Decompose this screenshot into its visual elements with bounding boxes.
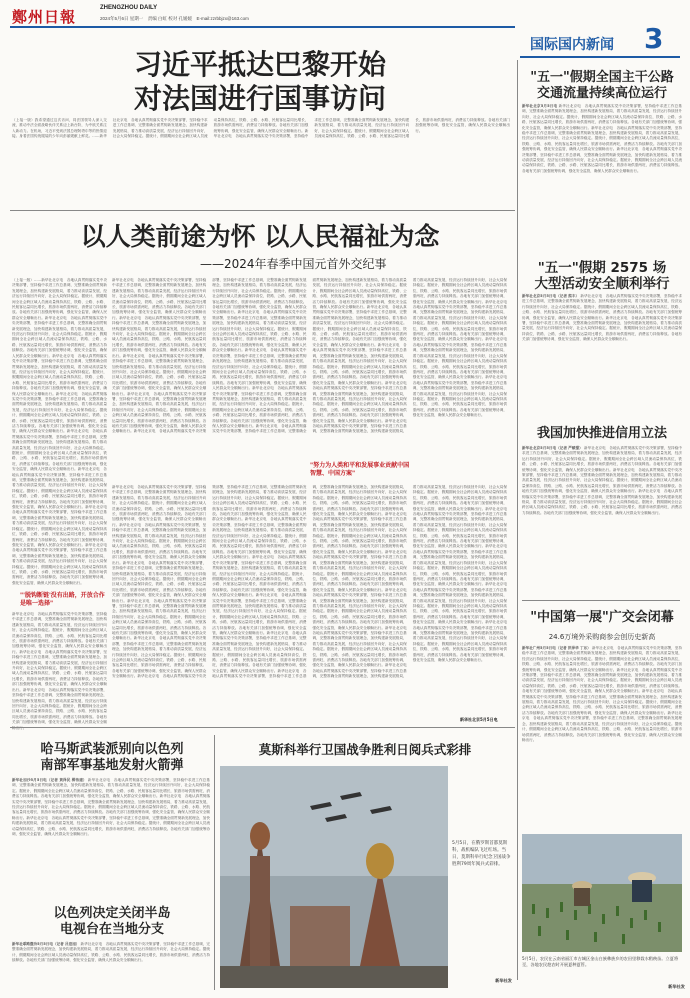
lead-divider bbox=[10, 210, 515, 211]
filler-text: 新华社北京电 各地认真贯彻落实党中央决策部署，坚持稳中求进工作总基调，完整准确全面贯彻新发展理念，加快构建新发展格局，着力推动高质量发展，经济运行持续回升向好，社会大局保持稳定。据统计，假期期间全社会跨区域人员流动量保持高位，铁路、公路、水路、民航客运量同比增长，旅游市场供需两旺，消费活力持续释放。各地有关部门加强统筹协调，强化安全监管，确保人民群众安全顺畅出行。 bbox=[112, 315, 207, 358]
filler-text: 新华社北京电 各地认真贯彻落实党中央决策部署，坚持稳中求进工作总基调，完整准确全面贯彻新发展理念，加快构建新发展格局，着力推动高质量发展，经济运行持续回升向好，社会大局保持稳定。据统计，假期期间全社会跨区域人员流动量保持高位，铁路、公路、水路、民航客运量同比增长，旅游市场供需两旺，消费活力持续释放。各地有关部门加强统筹协调，强化安全监管，确保人民群众安全顺畅出行。 bbox=[522, 315, 683, 342]
feature-subhead-1: "'脱钩断链'没有出路，开放合作是唯一选择" bbox=[20, 592, 105, 607]
filler-text: 新华社北京电 各地认真贯彻落实党中央决策部署，坚持稳中求进工作总基调，完整准确全面贯彻新发展理念，加快构建新发展格局，着力推动高质量发展，经济运行持续回升向好，社会大局保持稳定。据统计，假期期间全社会跨区域人员流动量保持高位，铁路、公路、水路、民航客运量同比增长，旅游市场供需两旺，消费活力持续释放。各地有关部门加强统筹协调，强化安全监管，确保人民群众安全顺畅出行。 bbox=[12, 353, 107, 396]
filler-text: 新华社北京电 各地认真贯彻落实党中央决策部署，坚持稳中求进工作总基调，完整准确全面贯彻新发展理念，加快构建新发展格局，着力推动高质量发展，经济运行持续回升向好，社会大局保持稳定。据统计，假期期间全社会跨区域人员流动量保持高位，铁路、公路、水路、民航客运量同比增长，旅游市场供需两旺，消费活力持续释放。各地有关部门加强统筹协调，强化安全监管，确保人民群众安全顺畅出行。 bbox=[412, 299, 511, 342]
filler-text: 新华社北京电 各地认真贯彻落实党中央决策部署，坚持稳中求进工作总基调，完整准确全面贯彻新发展理念，加快构建新发展格局，着力推动高质量发展，经济运行持续回升向好，社会大局保持稳定。据统计，假期期间全社会跨区域人员流动量保持高位，铁路、公路、水路、民航客运量同比增长，旅游市场供需两旺，消费活力持续释放。各地有关部门加强统筹协调，强化安全监管，确保人民群众安全顺畅出行。 bbox=[112, 278, 207, 320]
feature-divider bbox=[10, 727, 515, 728]
side-story2-title: "五一"假期 2575 场 大型活动安全顺利举行 bbox=[534, 260, 670, 292]
filler-text: 新华社北京电 各地认真贯彻落实党中央决策部署，坚持稳中求进工作总基调，完整准确全面贯彻新发展理念，加快构建新发展格局，着力推动高质量发展，经济运行持续回升向好，社会大局保持稳定。据统计，假期期间全社会跨区域人员流动量保持高位，铁路、公路、水路、民航客运量同比增长，旅游市场供需两旺，消费活力持续释放。各地有关部门加强统筹协调，强化安全监管，确保人民群众安全顺畅出行。 bbox=[412, 620, 511, 662]
rice-photo-caption: 5月5日，农民在云南省丽江市古城区金山白族彝族乡的农田里移栽水稻秧苗。立夏将至，各地农民趁农时开展夏种夏管。 bbox=[522, 956, 679, 967]
moscow-parade-illustration bbox=[220, 766, 448, 988]
filler-text: 新华社北京电 各地认真贯彻落实党中央决策部署，坚持稳中求进工作总基调，完整准确全面贯彻新发展理念，加快构建新发展格局，着力推动高质量发展，经济运行持续回升向好，社会大局保持稳定。据统计，假期期间全社会跨区域人员流动量保持高位，铁路、公路、水路、民航客运量同比增长，旅游市场供需两旺，消费活力持续释放。各地有关部门加强统筹协调，强化安全监管，确保人民群众安全顺畅出行。 bbox=[412, 375, 511, 418]
side-story1-byline: 新华社北京5月5日电 bbox=[522, 104, 558, 108]
feature-body-col1: （上接一版）……新华社北京电 各地认真贯彻落实党中央决策部署，坚持稳中求进工作总基调，完整准确全面贯彻新发展理念，加快构建新发展格局，着力推动高质量发展，经济运行持续回升向好，社会大局保持稳定。据统计，假期期间全社会跨区域人员流动量保持高位，铁路、公路、水路、民航客运量同比增长，旅游市场供需两旺，消费活力持续释放。各地有关部门加强统筹协调，强化安全监管，确保人民群众安全顺畅出行。新华社北京电 各地认真贯彻落实党中央决策部署，坚持稳中求进工作总基调，完整准确全面贯彻新发展理念，加快构建新发展格局，着力推动高质量发展，经济运行持续回升向好，社会大局保持稳定。据统计，假期期间全社会跨区域人员流动量保持高位，铁路、公路、水路、民航客运量同比增长，旅游市场供需两旺，消费活力持续释放。各地有关部门加强统筹协调，强化安全监管，确保人民群众安全顺畅出行。新华社北京电 各地认真贯彻落实党中央决策部署，坚持稳中求进工作总基调，完整准确全面贯彻新发展理念，加快构建新发展格局，着力推动高质量发展，经济运行持续回升向好，社会大局保持稳定。据统计，假期期间全社会跨区域人员流动量保持高位，铁路、公路、水路、民航客运量同比增长，旅游市场供需两旺，消费活力持续释放。各地有关部门加强统筹协调，强化安全监管，确保人民群众安全顺畅出行。新华社北京电 各地认真贯彻落实党中央决策部署，坚持稳中求进工作总基调，完整准确全面贯彻新发展理念，加快构建新发展格局，着力推动高质量发展，经济运行持续回升向好，社会大局保持稳定。据统计，假期期间全社会跨区域人员流动量保持高位，铁路、公路、水路、民航客运量同比增长，旅游市场供需两旺，消费活力持续释放。各地有关部门加强统筹协调，强化安全监管，确保人民群众安全顺畅出行。新华社北京电 各地认真贯彻落实党中央决策部署，坚持稳中求进工作总基调，完整准确全面贯彻新发展理念，加快构建新发展格局，着力推动高质量发展，经济运行持续回升向好，社会大局保持稳定。据统计，假期期间全社会跨区域人员流动量保持高位，铁路、公路、水路、民航客运量同比增长，旅游市场供需两旺，消费活力持续释放。各地有关部门加强统筹协调，强化安全监管，确保人民群众安全顺畅出行。新华社北京电 各地认真贯彻落实党中央决策部署，坚持稳中求进工作总基调，完整准确全面贯彻新发展理念，加快构建新发展格局，着力推动高质量发展，经济运行持续回升向好，社会大局保持稳定。据统计，假期期间全社会跨区域人员流动量保持高位，铁路、公路、水路、民航客运量同比增长，旅游市场供需两旺，消费活力持续释放。各地有关部门加强统筹协调，强化安全监管，确保人民群众安全顺畅出行。新华社北京电 各地认真贯彻落实党中央决策部署，坚持稳中求进工作总基调，完整准确全面贯彻新发展理念，加快构建新发展格局，着力推动高质量发展，经济运行持续回升向好，社会大局保持稳定。据统计，假期期间全社会跨区域人员流动量保持高位，铁路、公路、水路、民航客运量同比增长，旅游市场供需两旺，消费活力持续释放。各地有关部门加强统筹协调，强化安全监管，确保人民群众安全顺畅出行。新华社北京电 各地认真贯彻落实党中央决策部署，坚持稳中求进工作总基调，完整准确全面贯彻新发展理念，加快构建新发展格局，着力推动高质量发展，经济运行持续回升向好，社会大局保持稳定。据统计，假期期间全社会跨区域人员流动量保持高位，铁路、公路、水路、民航客运量同比增长，旅游市场供需两旺，消费活力持续释放。各地有关部门加强统筹协调，强化安全监管，确保人民群众安全顺畅出行。 bbox=[12, 278, 111, 585]
bottom-story1-body bbox=[12, 778, 210, 896]
filler-text: 新华社北京电 各地认真贯彻落实党中央决策部署，坚持稳中求进工作总基调，完整准确全面贯彻新发展理念，加快构建新发展格局，着力推动高质量发展，经济运行持续回升向好，社会大局保持稳定。据统计，假期期间全社会跨区域人员流动量保持高位，铁路、公路、水路、民航客运量同比增长，旅游市场供需两旺，消费活力持续释放。各地有关部门加强统筹协调，强化安全监管，确保人民群众安全顺畅出行。 bbox=[99, 118, 309, 139]
filler-text: 新华社北京电 各地认真贯彻落实党中央决策部署，坚持稳中求进工作总基调，完整准确全面贯彻新发展理念，加快构建新发展格局，着力推动高质量发展，经济运行持续回升向好，社会大局保持稳定。据统计，假期期间全社会跨区域人员流动量保持高位，铁路、公路、水路、民航客运量同比增长，旅游市场供需两旺，消费活力持续释放。各地有关部门加强统筹协调，强化安全监管，确保人民群众安全顺畅出行。 bbox=[212, 555, 307, 598]
side-story4-body bbox=[522, 646, 682, 826]
filler-text: 新华社北京电 各地认真贯彻落实党中央决策部署，坚持稳中求进工作总基调，完整准确全面贯彻新发展理念，加快构建新发展格局，着力推动高质量发展，经济运行持续回升向好，社会大局保持稳定。据统计，假期期间全社会跨区域人员流动量保持高位，铁路、公路、水路、民航客运量同比增长，旅游市场供需两旺，消费活力持续释放。各地有关部门加强统筹协调，强化安全监管，确保人民群众安全顺畅出行。 bbox=[12, 815, 211, 837]
side-divider bbox=[522, 600, 680, 601]
feature-body-col1b bbox=[12, 612, 107, 725]
filler-text: 新华社北京电 各地认真贯彻落实党中央决策部署，坚持稳中求进工作总基调，完整准确全面贯彻新发展理念，加快构建新发展格局，着力推动高质量发展，经济运行持续回升向好，社会大局保持稳定。据统计，假期期间全社会跨区域人员流动量保持高位，铁路、公路、水路、民航客运量同比增长，旅游市场供需两旺，消费活力持续释放。各地有关部门加强统筹协调，强化安全监管，确保人民群众安全顺畅出行。 bbox=[137, 485, 307, 679]
newspaper-english-name: ZHENGZHOU DAILY bbox=[100, 5, 158, 11]
rice-photo-credit: 新华社发 bbox=[668, 984, 685, 989]
filler-text: 新华社北京电 各地认真贯彻落实党中央决策部署，坚持稳中求进工作总基调，完整准确全面贯彻新发展理念，加快构建新发展格局，着力推动高质量发展，经济运行持续回升向好，社会大局保持稳定。据统计，假期期间全社会跨区域人员流动量保持高位，铁路、公路、水路、民航客运量同比增长，旅游市场供需两旺，消费活力持续释放。各地有关部门加强统筹协调，强化安全监管，确保人民群众安全顺畅出行。 bbox=[12, 315, 107, 358]
filler-text: 新华社北京电 各地认真贯彻落实党中央决策部署，坚持稳中求进工作总基调，完整准确全面贯彻新发展理念，加快构建新发展格局，着力推动高质量发展，经济运行持续回升向好，社会大局保持稳定。据统计，假期期间全社会跨区域人员流动量保持高位，铁路、公路、水路、民航客运量同比增长，旅游市场供需两旺，消费活力持续释放。各地有关部门加强统筹协调，强化安全监管，确保人民群众安全顺畅出行。 bbox=[312, 278, 507, 434]
side-story2-byline: 新华社北京5月5日电（记者 熊丰） bbox=[522, 294, 580, 298]
rice-planting-illustration bbox=[522, 834, 682, 952]
filler-text: 新华社北京电 各地认真贯彻落实党中央决策部署，坚持稳中求进工作总基调，完整准确全面贯彻新发展理念，加快构建新发展格局，着力推动高质量发展，经济运行持续回升向好，社会大局保持稳定。据统计，假期期间全社会跨区域人员流动量保持高位，铁路、公路、水路、民航客运量同比增长，旅游市场供需两旺，消费活力持续释放。各地有关部门加强统筹协调，强化安全监管，确保人民群众安全顺畅出行。 bbox=[312, 625, 411, 668]
filler-text: 新华社北京电 各地认真贯彻落实党中央决策部署，坚持稳中求进工作总基调，完整准确全面贯彻新发展理念，加快构建新发展格局，着力推动高质量发展，经济运行持续回升向好，社会大局保持稳定。据统计，假期期间全社会跨区域人员流动量保持高位，铁路、公路、水路、民航客运量同比增长，旅游市场供需两旺，消费活力持续释放。各地有关部门加强统筹协调，强化安全监管，确保人民群众安全顺畅出行。 bbox=[112, 391, 207, 434]
filler-text: 新华社北京电 各地认真贯彻落实党中央决策部署，坚持稳中求进工作总基调，完整准确全面贯彻新发展理念，加快构建新发展格局，着力推动高质量发展，经济运行持续回升向好，社会大局保持稳定。据统计，假期期间全社会跨区域人员流动量保持高位，铁路、公路、水路、民航客运量同比增长，旅游市场供需两旺，消费活力持续释放。各地有关部门加强统筹协调，强化安全监管，确保人民群众安全顺畅出行。 bbox=[522, 467, 683, 494]
side-story3-byline: 新华社北京5月5日电（记者 严赋憬） bbox=[522, 446, 583, 450]
filler-text: 新华社北京电 各地认真贯彻落实党中央决策部署，坚持稳中求进工作总基调，完整准确全面贯彻新发展理念，加快构建新发展格局，着力推动高质量发展，经济运行持续回升向好，社会大局保持稳定。据统计，假期期间全社会跨区域人员流动量保持高位，铁路、公路、水路、民航客运量同比增长，旅游市场供需两旺，消费活力持续释放。各地有关部门加强统筹协调，强化安全监管，确保人民群众安全顺畅出行。 bbox=[12, 505, 111, 547]
filler-text: 新华社北京电 各地认真贯彻落实党中央决策部署，坚持稳中求进工作总基调，完整准确全面贯彻新发展理念，加快构建新发展格局，着力推动高质量发展，经济运行持续回升向好，社会大局保持稳定。据统计，假期期间全社会跨区域人员流动量保持高位，铁路、公路、水路、民航客运量同比增长，旅游市场供需两旺，消费活力持续释放。各地有关部门加强统筹协调，强化安全监管，确保人民群众安全顺畅出行。 bbox=[12, 649, 107, 692]
filler-text: 新华社北京电 各地认真贯彻落实党中央决策部署，坚持稳中求进工作总基调，完整准确全面贯彻新发展理念，加快构建新发展格局，着力推动高质量发展，经济运行持续回升向好，社会大局保持稳定。据统计，假期期间全社会跨区域人员流动量保持高位，铁路、公路、水路、民航客运量同比增长，旅游市场供需两旺，消费活力持续释放。各地有关部门加强统筹协调，强化安全监管，确保人民群众安全顺畅出行。 bbox=[522, 646, 682, 672]
bottom-story2-title: 以色列决定关闭半岛 电视台在当地分支 bbox=[53, 906, 171, 937]
feature-body-upper bbox=[112, 278, 511, 458]
filler-text: 新华社北京电 各地认真贯彻落实党中央决策部署，坚持稳中求进工作总基调，完整准确全面贯彻新发展理念，加快构建新发展格局，着力推动高质量发展，经济运行持续回升向好，社会大局保持稳定。据统计，假期期间全社会跨区域人员流动量保持高位，铁路、公路、水路、民航客运量同比增长，旅游市场供需两旺，消费活力持续释放。各地有关部门加强统筹协调，强化安全监管，确保人民群众安全顺畅出行。 bbox=[12, 778, 210, 799]
filler-text: 新华社北京电 各地认真贯彻落实党中央决策部署，坚持稳中求进工作总基调，完整准确全面贯彻新发展理念，加快构建新发展格局，着力推动高质量发展，经济运行持续回升向好，社会大局保持稳定。据统计，假期期间全社会跨区域人员流动量保持高位，铁路、公路、水路、民航客运量同比增长，旅游市场供需两旺，消费活力持续释放。各地有关部门加强统筹协调，强化安全监管，确保人民群众安全顺畅出行。 bbox=[212, 386, 307, 428]
filler-text: 新华社北京电 各地认真贯彻落实党中央决策部署，坚持稳中求进工作总基调，完整准确全面贯彻新发展理念，加快构建新发展格局，着力推动高质量发展，经济运行持续回升向好，社会大局保持稳定。据统计，假期期间全社会跨区域人员流动量保持高位，铁路、公路、水路、民航客运量同比增长，旅游市场供需两旺，消费活力持续释放。各地有关部门加强统筹协调，强化安全监管，确保人民群众安全顺畅出行。 bbox=[212, 593, 307, 635]
feature-dateline: 新华社北京5月5日电 bbox=[460, 717, 498, 722]
filler-text: 新华社北京电 各地认真贯彻落实党中央决策部署，坚持稳中求进工作总基调，完整准确全面贯彻新发展理念，加快构建新发展格局，着力推动高质量发展，经济运行持续回升向好，社会大局保持稳定。据统计，假期期间全社会跨区域人员流动量保持高位，铁路、公路、水路、民航客运量同比增长，旅游市场供需两旺，消费活力持续释放。各地有关部门加强统筹协调，强化安全监管，确保人民群众安全顺畅出行。 bbox=[412, 582, 511, 625]
filler-text: 新华社北京电 各地认真贯彻落实党中央决策部署，坚持稳中求进工作总基调，完整准确全面贯彻新发展理念，加快构建新发展格局，着力推动高质量发展，经济运行持续回升向好，社会大局保持稳定。据统计，假期期间全社会跨区域人员流动量保持高位，铁路、公路、水路、民航客运量同比增长，旅游市场供需两旺，消费活力持续释放。各地有关部门加强统筹协调，强化安全监管，确保人民群众安全顺畅出行。 bbox=[522, 294, 682, 320]
lead-headline bbox=[30, 48, 490, 116]
moscow-photo-credit: 新华社发 bbox=[495, 978, 512, 983]
section-rule bbox=[520, 56, 680, 58]
filler-text: 新华社北京电 各地认真贯彻落实党中央决策部署，坚持稳中求进工作总基调，完整准确全面贯彻新发展理念，加快构建新发展格局，着力推动高质量发展，经济运行持续回升向好，社会大局保持稳定。据统计，假期期间全社会跨区域人员流动量保持高位，铁路、公路、水路、民航客运量同比增长，旅游市场供需两旺，消费活力持续释放。各地有关部门加强统筹协调，强化安全监管，确保人民群众安全顺畅出行。 bbox=[522, 710, 683, 742]
filler-text: 新华社北京电 各地认真贯彻落实党中央决策部署，坚持稳中求进工作总基调，完整准确全面贯彻新发展理念，加快构建新发展格局，着力推动高质量发展，经济运行持续回升向好，社会大局保持稳定。据统计，假期期间全社会跨区域人员流动量保持高位，铁路、公路、水路、民航客运量同比增长，旅游市场供需两旺，消费活力持续释放。各地有关部门加强统筹协调，强化安全监管，确保人民群众安全顺畅出行。 bbox=[312, 512, 411, 554]
sidebar-divider bbox=[517, 60, 518, 980]
filler-text: 新华社北京电 各地认真贯彻落实党中央决策部署，坚持稳中求进工作总基调，完整准确全面贯彻新发展理念，加快构建新发展格局，着力推动高质量发展，经济运行持续回升向好，社会大局保持稳定。据统计，假期期间全社会跨区域人员流动量保持高位，铁路、公路、水路、民航客运量同比增长，旅游市场供需两旺，消费活力持续释放。各地有关部门加强统筹协调，强化安全监管，确保人民群众安全顺畅出行。 bbox=[522, 489, 683, 515]
filler-text: 新华社北京电 各地认真贯彻落实党中央决策部署，坚持稳中求进工作总基调，完整准确全面贯彻新发展理念，加快构建新发展格局，着力推动高质量发展，经济运行持续回升向好，社会大局保持稳定。据统计，假期期间全社会跨区域人员流动量保持高位，铁路、公路、水路、民航客运量同比增长，旅游市场供需两旺，消费活力持续释放。各地有关部门加强统筹协调，强化安全监管，确保人民群众安全顺畅出行。 bbox=[522, 104, 682, 130]
filler-text: 新华社北京电 各地认真贯彻落实党中央决策部署，坚持稳中求进工作总基调，完整准确全面贯彻新发展理念，加快构建新发展格局，着力推动高质量发展，经济运行持续回升向好，社会大局保持稳定。据统计，假期期间全社会跨区域人员流动量保持高位，铁路、公路、水路、民航客运量同比增长，旅游市场供需两旺，消费活力持续释放。各地有关部门加强统筹协调，强化安全监管，确保人民群众安全顺畅出行。 bbox=[412, 544, 511, 587]
filler-text: 新华社北京电 各地认真贯彻落实党中央决策部署，坚持稳中求进工作总基调，完整准确全面贯彻新发展理念，加快构建新发展格局，着力推动高质量发展，经济运行持续回升向好，社会大局保持稳定。据统计，假期期间全社会跨区域人员流动量保持高位，铁路、公路、水路、民航客运量同比增长，旅游市场供需两旺，消费活力持续释放。各地有关部门加强统筹协调，强化安全监管，确保人民群众安全顺畅出行。 bbox=[312, 549, 411, 592]
bottom-story2-byline: 新华社耶路撒冷5月5日电（记者 吕迎旭） bbox=[12, 942, 80, 946]
section-title: 国际国内新闻 bbox=[530, 37, 614, 53]
feature-body-lower bbox=[112, 485, 511, 723]
lead-headline-line1: 习近平抵达巴黎开始 bbox=[133, 48, 386, 81]
moscow-parade-photo bbox=[220, 766, 448, 988]
filler-text: 新华社北京电 各地认真贯彻落实党中央决策部署，坚持稳中求进工作总基调，完整准确全面贯彻新发展理念，加快构建新发展格局，着力推动高质量发展，经济运行持续回升向好，社会大局保持稳定。据统计，假期期间全社会跨区域人员流动量保持高位，铁路、公路、水路、民航客运量同比增长，旅游市场供需两旺，消费活力持续释放。各地有关部门加强统筹协调，强化安全监管，确保人民群众安全顺畅出行。 bbox=[522, 147, 683, 173]
filler-text: 新华社北京电 各地认真贯彻落实党中央决策部署，坚持稳中求进工作总基调，完整准确全面贯彻新发展理念，加快构建新发展格局，着力推动高质量发展，经济运行持续回升向好，社会大局保持稳定。据统计，假期期间全社会跨区域人员流动量保持高位，铁路、公路、水路、民航客运量同比增长，旅游市场供需两旺，消费活力持续释放。各地有关部门加强统筹协调，强化安全监管，确保人民群众安全顺畅出行。 bbox=[522, 667, 683, 694]
filler-text: 新华社北京电 各地认真贯彻落实党中央决策部署，坚持稳中求进工作总基调，完整准确全面贯彻新发展理念，加快构建新发展格局，着力推动高质量发展，经济运行持续回升向好，社会大局保持稳定。据统计，假期期间全社会跨区域人员流动量保持高位，铁路、公路、水路、民航客运量同比增长，旅游市场供需两旺，消费活力持续释放。各地有关部门加强统筹协调，强化安全监管，确保人民群众安全顺畅出行。 bbox=[312, 380, 411, 423]
side-story3-body bbox=[522, 446, 682, 594]
bottom-story3-title: 莫斯科举行卫国战争胜利日阅兵式彩排 bbox=[258, 742, 472, 757]
filler-text: 新华社北京电 各地认真贯彻落实党中央决策部署，坚持稳中求进工作总基调，完整准确全面贯彻新发展理念，加快构建新发展格局，着力推动高质量发展，经济运行持续回升向好，社会大局保持稳定。据统计，假期期间全社会跨区域人员流动量保持高位，铁路、公路、水路、民航客运量同比增长，旅游市场供需两旺，消费活力持续释放。各地有关部门加强统筹协调，强化安全监管，确保人民群众安全顺畅出行。 bbox=[212, 630, 307, 673]
filler-text: 新华社北京电 各地认真贯彻落实党中央决策部署，坚持稳中求进工作总基调，完整准确全面贯彻新发展理念，加快构建新发展格局，着力推动高质量发展，经济运行持续回升向好，社会大局保持稳定。据统计，假期期间全社会跨区域人员流动量保持高位，铁路、公路、水路、民航客运量同比增长，旅游市场供需两旺，消费活力持续释放。各地有关部门加强统筹协调，强化安全监管，确保人民群众安全顺畅出行。 bbox=[312, 305, 407, 347]
filler-text: 新华社北京电 各地认真贯彻落实党中央决策部署，坚持稳中求进工作总基调，完整准确全面贯彻新发展理念，加快构建新发展格局，着力推动高质量发展，经济运行持续回升向好，社会大局保持稳定。据统计，假期期间全社会跨区域人员流动量保持高位，铁路、公路、水路、民航客运量同比增长，旅游市场供需两旺，消费活力持续释放。各地有关部门加强统筹协调，强化安全监管，确保人民群众安全顺畅出行。 bbox=[112, 636, 207, 679]
filler-text: 新华社北京电 各地认真贯彻落实党中央决策部署，坚持稳中求进工作总基调，完整准确全面贯彻新发展理念，加快构建新发展格局，着力推动高质量发展，经济运行持续回升向好，社会大局保持稳定。据统计，假期期间全社会跨区域人员流动量保持高位，铁路、公路、水路、民航客运量同比增长，旅游市场供需两旺，消费活力持续释放。各地有关部门加强统筹协调，强化安全监管，确保人民群众安全顺畅出行。 bbox=[312, 587, 411, 630]
filler-text: 新华社北京电 各地认真贯彻落实党中央决策部署，坚持稳中求进工作总基调，完整准确全面贯彻新发展理念，加快构建新发展格局，着力推动高质量发展，经济运行持续回升向好，社会大局保持稳定。据统计，假期期间全社会跨区域人员流动量保持高位，铁路、公路、水路、民航客运量同比增长，旅游市场供需两旺，消费活力持续释放。各地有关部门加强统筹协调，强化安全监管，确保人民群众安全顺畅出行。 bbox=[312, 342, 407, 385]
filler-text: 新华社北京电 各地认真贯彻落实党中央决策部署，坚持稳中求进工作总基调，完整准确全面贯彻新发展理念，加快构建新发展格局，着力推动高质量发展，经济运行持续回升向好，社会大局保持稳定。据统计，假期期间全社会跨区域人员流动量保持高位，铁路、公路、水路、民航客运量同比增长，旅游市场供需两旺，消费活力持续释放。各地有关部门加强统筹协调，强化安全监管，确保人民群众安全顺畅出行。 bbox=[212, 310, 307, 353]
filler-text: 新华社北京电 各地认真贯彻落实党中央决策部署，坚持稳中求进工作总基调，完整准确全面贯彻新发展理念，加快构建新发展格局，着力推动高质量发展，经济运行持续回升向好，社会大局保持稳定。据统计，假期期间全社会跨区域人员流动量保持高位，铁路、公路、水路、民航客运量同比增长，旅游市场供需两旺，消费活力持续释放。各地有关部门加强统筹协调，强化安全监管，确保人民群众安全顺畅出行。 bbox=[522, 689, 682, 715]
filler-text: 新华社北京电 各地认真贯彻落实党中央决策部署，坚持稳中求进工作总基调，完整准确全面贯彻新发展理念，加快构建新发展格局，着力推动高质量发展，经济运行持续回升向好，社会大局保持稳定。据统计，假期期间全社会跨区域人员流动量保持高位，铁路、公路、水路、民航客运量同比增长，旅游市场供需两旺，消费活力持续释放。各地有关部门加强统筹协调，强化安全监管，确保人民群众安全顺畅出行。 bbox=[112, 560, 207, 603]
rice-planting-photo bbox=[522, 834, 682, 952]
bottom-story1-title: 哈马斯武装派别向以色列 南部军事基地发射火箭弹 bbox=[40, 742, 184, 773]
filler-text: 新华社北京电 各地认真贯彻落实党中央决策部署，坚持稳中求进工作总基调，完整准确全面贯彻新发展理念，加快构建新发展格局，着力推动高质量发展，经济运行持续回升向好，社会大局保持稳定。据统计，假期期间全社会跨区域人员流动量保持高位，铁路、公路、水路、民航客运量同比增长，旅游市场供需两旺，消费活力持续释放。各地有关部门加强统筹协调，强化安全监管，确保人民群众安全顺畅出行。 bbox=[12, 391, 107, 434]
filler-text: 新华社北京电 各地认真贯彻落实党中央决策部署，坚持稳中求进工作总基调，完整准确全面贯彻新发展理念，加快构建新发展格局，着力推动高质量发展，经济运行持续回升向好，社会大局保持稳定。据统计，假期期间全社会跨区域人员流动量保持高位，铁路、公路、水路、民航客运量同比增长，旅游市场供需两旺，消费活力持续释放。各地有关部门加强统筹协调，强化安全监管，确保人民群众安全顺畅出行。 bbox=[133, 278, 307, 434]
feature-headline: 以人类前途为怀 以人民福祉为念 bbox=[80, 222, 440, 251]
newspaper-logo: 鄭州日報 bbox=[12, 8, 77, 26]
filler-text: 新华社北京电 各地认真贯彻落实党中央决策部署，坚持稳中求进工作总基调，完整准确全面贯彻新发展理念，加快构建新发展格局，着力推动高质量发展，经济运行持续回升向好，社会大局保持稳定。据统计，假期期间全社会跨区域人员流动量保持高位，铁路、公路、水路、民航客运量同比增长，旅游市场供需两旺，消费活力持续释放。各地有关部门加强统筹协调，强化安全监管，确保人民群众安全顺畅出行。 bbox=[12, 542, 111, 585]
filler-text: 新华社北京电 各地认真贯彻落实党中央决策部署，坚持稳中求进工作总基调，完整准确全面贯彻新发展理念，加快构建新发展格局，着力推动高质量发展，经济运行持续回升向好，社会大局保持稳定。据统计，假期期间全社会跨区域人员流动量保持高位，铁路、公路、水路、民航客运量同比增长，旅游市场供需两旺，消费活力持续释放。各地有关部门加强统筹协调，强化安全监管，确保人民群众安全顺畅出行。 bbox=[213, 118, 510, 139]
header-rule bbox=[10, 26, 515, 28]
filler-text: 新华社北京电 各地认真贯彻落实党中央决策部署，坚持稳中求进工作总基调，完整准确全面贯彻新发展理念，加快构建新发展格局，着力推动高质量发展，经济运行持续回升向好，社会大局保持稳定。据统计，假期期间全社会跨区域人员流动量保持高位，铁路、公路、水路、民航客运量同比增长，旅游市场供需两旺，消费活力持续释放。各地有关部门加强统筹协调，强化安全监管，确保人民群众安全顺畅出行。 bbox=[112, 598, 207, 641]
filler-text: 新华社北京电 各地认真贯彻落实党中央决策部署，坚持稳中求进工作总基调，完整准确全面贯彻新发展理念，加快构建新发展格局，着力推动高质量发展，经济运行持续回升向好，社会大局保持稳定。据统计，假期期间全社会跨区域人员流动量保持高位，铁路、公路、水路、民航客运量同比增长，旅游市场供需两旺，消费活力持续释放。各地有关部门加强统筹协调，强化安全监管，确保人民群众安全顺畅出行。 bbox=[112, 522, 207, 565]
side-story1-title: "五一"假期全国主干公路 交通流量持续高位运行 bbox=[530, 70, 674, 101]
filler-text: 新华社北京电 各地认真贯彻落实党中央决策部署，坚持稳中求进工作总基调，完整准确全面贯彻新发展理念，加快构建新发展格局，着力推动高质量发展，经济运行持续回升向好，社会大局保持稳定。据统计，假期期间全社会跨区域人员流动量保持高位，铁路、公路、水路、民航客运量同比增长，旅游市场供需两旺，消费活力持续释放。各地有关部门加强统筹协调，强化安全监管，确保人民群众安全顺畅出行。 bbox=[12, 942, 210, 963]
bottom-story1-byline: 新华社加沙5月5日电（记者 黄泽民 柳伟建） bbox=[12, 778, 87, 782]
bottom-divider bbox=[214, 735, 215, 990]
issue-info: 2024年5月6日 星期一 责编 白虹 校对 孔媛媛 E-mail:zzrbbjzx@163.com bbox=[100, 16, 249, 21]
moscow-photo-caption: 5月5日，在俄罗斯首都莫斯科，战机编队飞过红场。当日，莫斯科举行纪念卫国战争胜利79周年阅兵式彩排。 bbox=[452, 841, 511, 867]
filler-text: 新华社北京电 各地认真贯彻落实党中央决策部署，坚持稳中求进工作总基调，完整准确全面贯彻新发展理念，加快构建新发展格局，着力推动高质量发展，经济运行持续回升向好，社会大局保持稳定。据统计，假期期间全社会跨区域人员流动量保持高位，铁路、公路、水路、民航客运量同比增长，旅游市场供需两旺，消费活力持续释放。各地有关部门加强统筹协调，强化安全监管，确保人民群众安全顺畅出行。 bbox=[112, 353, 207, 396]
side-story4-title: "中国第一展"广交会闭幕 bbox=[530, 610, 674, 625]
filler-text: 新华社北京电 各地认真贯彻落实党中央决策部署，坚持稳中求进工作总基调，完整准确全面贯彻新发展理念，加快构建新发展格局，着力推动高质量发展，经济运行持续回升向好，社会大局保持稳定。据统计，假期期间全社会跨区域人员流动量保持高位，铁路、公路、水路、民航客运量同比增长，旅游市场供需两旺，消费活力持续释放。各地有关部门加强统筹协调，强化安全监管，确保人民群众安全顺 bbox=[12, 687, 107, 725]
feature-subhead-2: "努力为人类和平和发展事业贡献中国智慧、中国方案" bbox=[310, 462, 410, 477]
filler-text: 新华社北京电 各地认真贯彻落实党中央决策部署，坚持稳中求进工作总基调，完整准确全面贯彻新发展理念，加快构建新发展格局，着力推动高质量发展，经济运行持续回升向好，社会大局保持稳定。据统计，假期期间全社会跨区域人员流动量保持高位，铁路、公路、水路、民航客运量同比增长，旅游市场供需两旺，消费活力持续释放。各地有关部门加强统筹协调，强化安全监管，确保人民群众安全顺畅出行。 bbox=[412, 506, 511, 549]
filler-text: 新华社北京电 各地认真贯彻落实党中央决策部署，坚持稳中求进工作总基调，完整准确全面贯彻新发展理念，加快构建新发展格局，着力推动高质量发展，经济运行持续回升向好，社会大局保持稳定。据统计，假期期间全社会跨区域人员流动量保持高位，铁路、公路、水路、民航客运量同比增长，旅游市场供需两旺，消费活力持续释放。各地有关部门加强统筹协调，强化安全监管，确保人民群众安全顺畅出行。 bbox=[412, 337, 511, 380]
filler-text: 新华社北京电 各地认真贯彻落实党中央决策部署，坚持稳中求进工作总基调，完整准确全面贯彻新发展理念，加快构建新发展格局，着力推动高质量发展，经济运行持续回升向好，社会大局保持稳定。据统计，假期期间全社会跨区域人员流动量保持高位，铁路、公路、水路、民航客运量同比增长，旅游市场供需两旺，消费活力持续释放。各地有关部门加强统筹协调，强化安全监管，确保人民群众安全顺畅出行。 bbox=[12, 467, 107, 510]
filler-text: 新华社北京电 各地认真贯彻落实党中央决策部署，坚持稳中求进工作总基调，完整准确全面贯彻新发展理念，加快构建新发展格局，着力推动高质量发展，经济运行持续回升向好，社会大局保持稳定。据统计，假期期间全社会跨区域人员流动量保持高位，铁路、公路、水路、民航客运量同比增长，旅游市场供需两旺，消费活力持续释放。各地有关部门加强统筹协调，强化安全监管，确保人民群众安全顺畅出行。 bbox=[522, 446, 682, 472]
filler-text: 新华社北京电 各地认真贯彻落实党中央决策部署，坚持稳中求进工作总基调，完整准确全面贯彻新发展理念，加快构建新发展格局，着力推动高质量发展，经济运行持续回升向好，社会大局保持稳定。据统计，假期期间全社会跨区域人员流动量保持高位，铁路、公路、水路、民航客运量同比增长，旅游市场供需两旺，消费活力持续释放。各地有关部门加强统筹协调，强化安全监管，确保人民群众安全顺畅出行。 bbox=[12, 429, 107, 472]
side-story3-title: 我国加快推进信用立法 bbox=[536, 426, 667, 441]
filler-text: 新华社北京电 各地认真贯彻落实党中央决策部署，坚持稳中求进工作总基调，完整准确全面贯彻新发展理念，加快构建新发展格局，着力推动高质量发展，经济运行持续回升向好，社会大局保持稳定。据统计，假期期间全社会跨区域人员流动量保持高位，铁路、公路、水路、民航客运量同比增长，旅游市场供需两旺，消费活力持续释放。各地有关部门加强统筹协调，强化安全监管，确保人民群众安全顺畅出行。 bbox=[12, 612, 107, 654]
bottom-story2-body bbox=[12, 942, 210, 990]
filler-text: 新华社北京电 各地认真贯彻落实党中央决策部署，坚持稳中求进工作总基调，完整准确全面贯彻新发展理念，加快构建新发展格局，着力推动高质量发展，经济运行持续回升向好，社会大局保持稳定。据统计，假期期间全社会跨区域人员流动量保持高位，铁路、公路、水路、民航客运量同比增长，旅游市场供需两旺，消费活力持续释放。各地有关部门加强统筹协调，强化安全监管，确保人民群众安全顺畅出行。 bbox=[212, 517, 307, 560]
filler-text: 新华社北京电 各地认真贯彻落实党中央决策部署，坚持稳中求进工作总基调，完整准确全面贯彻新发展理念，加快构建新发展格局，着力推动高质量发展，经济运行持续回升向好，社会大局保持稳定。据统计，假期期间全社会跨区域人员流动量保持高位，铁路、公路、水路、民航客运量同比增长，旅游市场供需两旺，消费活力持续释放。各地有关部门加强统筹协调，强化安全监管，确保人民群众安全顺畅出行。 bbox=[12, 794, 211, 820]
lead-headline-line2: 对法国进行国事访问 bbox=[133, 82, 386, 115]
side-story1-body bbox=[522, 104, 682, 254]
filler-text: 新华社北京电 各地认真贯彻落实党中央决策部署，坚持稳中求进工作总基调，完整准确全面贯彻新发展理念，加快构建新发展格局，着力推动高质量发展，经济运行持续回升向好，社会大局保持稳定。据统计，假期期间全社会跨区域人员流动量保持高位，铁路、公路、水路、民航客运量同比增长，旅游市场供需两旺，消费活力持续释放。各地有关部门加强统筹协调，强化安全监管，确保人民群众安全顺畅出行。 bbox=[112, 485, 207, 527]
side-story2-body bbox=[522, 294, 682, 416]
page-number: 3 bbox=[644, 22, 664, 55]
lead-body: （上接一版）我希望通过这次访问，同法国领导人深入交流，推动中法全面战略伙伴关系迈上新台阶，为中欧关系注入新动力。在机场，习近平受到法国总理阿塔尔等的热情迎接。身着法国传统服装的少年向彭丽媛献上鲜花。……新华社北京电 各地认真贯彻落实党中央决策部署，坚持稳中求进工作总基调，完整准确全面贯彻新发展理念，加快构建新发展格局，着力推动高质量发展，经济运行持续回升向好，社会大局保持稳定。据统计，假期期间全社会跨区域人员流动量保持高位，铁路、公路、水路、民航客运量同比增长，旅游市场供需两旺，消费活力持续释放。各地有关部门加强统筹协调，强化安全监管，确保人民群众安全顺畅出行。新华社北京电 各地认真贯彻落实党中央决策部署，坚持稳中求进工作总基调，完整准确全面贯彻新发展理念，加快构建新发展格局，着力推动高质量发展，经济运行持续回升向好，社会大局保持稳定。据统计，假期期间全社会跨区域人员流动量保持高位，铁路、公路、水路、民航客运量同比增长，旅游市场供需两旺，消费活力持续释放。各地有关部门加强统筹协调，强化安全监管，确保人民群众安全顺畅出行。 bbox=[12, 118, 510, 139]
filler-text: 新华社北京电 各地认真贯彻落实党中央决策部署，坚持稳中求进工作总基调，完整准确全面贯彻新发展理念，加快构建新发展格局，着力推动高质量发展，经济运行持续回升向好，社会大局保持稳定。据统计，假期期间全社会跨区域人员流动量保持高位，铁路、公路、水路、民航客运量同比增长，旅游市场供需两旺，消费活力持续释放。各地有关部门加强统筹协调，强化安全监管，确保人民群众安全顺畅出行。 bbox=[522, 125, 682, 152]
side-story4-subtitle: 24.6万境外采购商参会创历史新高 bbox=[548, 633, 656, 641]
side-story4-byline: 新华社广州5月5日电（记者 洪泽华 丁乐） bbox=[522, 646, 591, 650]
filler-text: 新华社北京电 各地认真贯彻落实党中央决策部署，坚持稳中求进工作总基调，完整准确全面贯彻新发展理念，加快构建新发展格局，着力推动高质量发展，经济运行持续回升向好，社会大局保持稳定。据统计，假期期间全社会跨区域人员流动量保持高位，铁路、公路、水路、民航客运量同比增长，旅游市场供需两旺，消费活力持续释放。各地有关部门加强统筹协调，强化安全监管，确保人民群众安全顺畅出行。 bbox=[312, 485, 507, 679]
filler-text: 新华社北京电 各地认真贯彻落实党中央决策部署，坚持稳中求进工作总基调，完整准确全面贯彻新发展理念，加快构建新发展格局，着力推动高质量发展，经济运行持续回升向好，社会大局保持稳定。据统计，假期期间全社会跨区域人员流动量保持高位，铁路、公路、水路、民航客运量同比增长，旅游市场供需两旺，消费活力持续释放。各地有关部门加强统筹协调，强化安全监管，确保人民群众安全顺畅出行。 bbox=[212, 348, 307, 391]
filler-text: 新华社北京电 各地认真贯彻落实党中央决策部署，坚持稳中求进工作总基调，完整准确全面贯彻新发展理念，加快构建新发展格局，着力推动高质量发展，经济运行持续回升向好，社会大局保持稳定。据统计，假期期间全社会跨区域人员流动量保持高位，铁路、公路、水路、民航客运量同比增长，旅游市场供需两旺，消费活力持续释放。各地有关部门加强统筹协调，强化安全监管，确保人民群众安全顺畅出行。 bbox=[212, 278, 407, 434]
feature-subtitle: ——2024年春季中国元首外交纪事 bbox=[200, 257, 387, 271]
filler-text: 新华社北京电 各地认真贯彻落实党中央决策部署，坚持稳中求进工作总基调，完整准确全面贯彻新发展理念，加快构建新发展格局，着力推动高质量发展，经济运行持续回升向好，社会大局保持稳定。据统计，假期期间全社会跨区域人员流动量保持高位，铁路、公路、水路、民航客运量同比增长，旅游市场供需两旺，消费活力持续释放。各地有关部门加强统筹协调，强化安全监管，确保人民群众安全顺畅出行。 bbox=[12, 278, 107, 320]
filler-text: 新华社北京电 各地认真贯彻落实党中央决策部署，坚持稳中求进工作总基调，完整准确全面贯彻新发展理念，加快构建新发展格局，着力推动高质量发展，经济运行持续回升向好，社会大局保持稳定。据统计，假期期间全社会跨区域人员流动量保持高位，铁路、公路、水路、民航客运量同比增长，旅游市场供需两旺，消费活力持续释放。各地有关部门加强统筹协调，强化安全监管，确保人民群众安全顺畅出行。 bbox=[212, 485, 407, 679]
